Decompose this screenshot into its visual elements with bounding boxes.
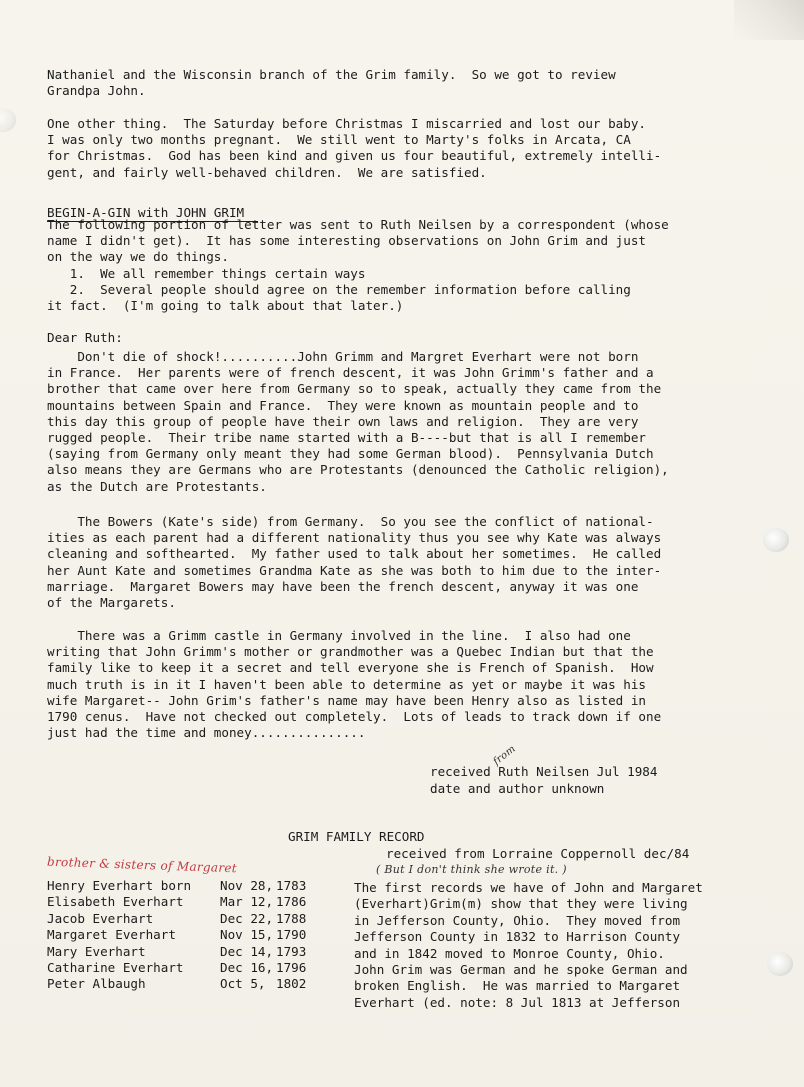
handwritten-from-note: from (491, 743, 518, 768)
birth-year: 1786 (276, 894, 307, 910)
record-body-paragraph: The first records we have of John and Margaret (Everhart)Grim(m) show that they were living in Jefferson County, Ohio. They moved from Jefferson County in 1832 to Harrison County and in 1842 moved to Monroe County, Ohio. John Grim was German and he spoke German and broken English. He was married to Margaret Everhart (ed. note: 8 Jul 1813 at Jefferson (354, 880, 703, 1010)
birth-date: Nov 15, (220, 927, 274, 943)
person-name: Jacob Everhart (47, 910, 154, 926)
section-heading: BEGIN-A-GIN with JOHN GRIM (47, 205, 258, 222)
birth-year: 1802 (276, 976, 307, 992)
letter-paragraph-2: The Bowers (Kate's side) from Germany. So you see the conflict of national- ities as each parent had a different nationality thus you see why Kate was always cleaning and softhearted. My father used to talk about her sometimes. He called her Aunt Kate and sometimes Grandma Kate as she was both to him due to the inter- marriage. Margaret Bowers may have been the french descent, anyway it was one of the Margarets. (47, 514, 662, 611)
birth-date: Dec 22, (220, 910, 274, 926)
birth-year: 1790 (276, 927, 307, 943)
birth-date: Nov 28, (220, 878, 274, 893)
birth-year: 1788 (276, 910, 307, 926)
intro-paragraph: Nathaniel and the Wisconsin branch of the Grim family. So we got to review Grandpa John. (47, 67, 616, 99)
birth-date: Dec 14, (220, 943, 274, 959)
punch-hole (763, 528, 789, 552)
person-name: Henry Everhart born (47, 878, 192, 893)
page-corner-shadow (734, 0, 804, 40)
person-name: Margaret Everhart (47, 927, 176, 943)
table-row (47, 960, 326, 976)
red-handwritten-note: brother & sisters of Margaret (46, 854, 238, 876)
table-row (47, 894, 326, 910)
birth-date: Mar 12, (220, 894, 274, 910)
birth-year: 1783 (276, 878, 307, 893)
person-name: Mary Everhart (47, 943, 146, 959)
table-row (47, 878, 326, 894)
table-row (47, 976, 326, 992)
person-name: Peter Albaugh (47, 976, 146, 992)
table-row (47, 911, 326, 927)
letter-paragraph-1: Don't die of shock!..........John Grimm and Margret Everhart were not born in France. Her parents were of french descent, it was John Grimm's father and a brother that came over here from Germany so to speak, actually they came from the mountains between Spain and France. They were known as mountain people and to this day this group of people have their own laws and religion. They are very rugged people. Their tribe name started with a B----but that is all I remember (saying from Germany only meant they had some German blood). Pennsylvania Dutch also means they are Germans who are Protestants (denounced the Catholic religion), as the Dutch are Protestants. (47, 349, 669, 494)
table-row (47, 944, 326, 960)
birth-date: Dec 16, (220, 960, 274, 976)
birth-records-table (47, 878, 326, 993)
received-line: received Ruth Neilsen Jul 1984 (430, 764, 658, 779)
birth-year: 1796 (276, 960, 307, 976)
handwritten-note: ( But I don't think she wrote it. ) (376, 863, 567, 876)
miscarriage-paragraph: One other thing. The Saturday before Christmas I miscarried and lost our baby. I was only two months pregnant. We still went to Marty's folks in Arcata, CA for Christmas. God has been kind and given us four beautiful, extremely intelli- gent, and fairly well-behaved children. We are satisfied. (47, 116, 662, 180)
punch-hole (0, 108, 16, 132)
letter-intro-paragraph: The following portion of letter was sent to Ruth Neilsen by a correspondent (whose name I didn't get). It has some interesting observations on John Grim and just on the way we do things. 1. We all remember things certain ways 2. Several people should agree on the remember information before calling it fact. (I'm going to talk about that later.) (47, 217, 669, 314)
letter-paragraph-3: There was a Grimm castle in Germany involved in the line. I also had one writing that John Grimm's mother or grandmother was a Quebec Indian but that the family like to keep it a secret and tell everyone she is French of Spanish. How much truth is in it I haven't been able to determine as yet or maybe it was his wife Margaret-- John Grim's father's name may have been Henry also as listed in 1790 cenus. Have not checked out completely. Lots of leads to track down if one just had the time and money............... (47, 628, 662, 741)
table-row (47, 927, 326, 943)
date-author-line: date and author unknown (430, 781, 605, 796)
birth-year: 1793 (276, 943, 307, 959)
punch-hole (767, 952, 793, 976)
record-source: received from Lorraine Coppernoll dec/84 (386, 846, 690, 861)
record-title: GRIM FAMILY RECORD (288, 829, 425, 844)
person-name: Elisabeth Everhart (47, 894, 184, 910)
letter-salutation: Dear Ruth: (47, 330, 123, 345)
person-name: Catharine Everhart (47, 960, 184, 976)
birth-date: Oct 5, (220, 976, 266, 992)
